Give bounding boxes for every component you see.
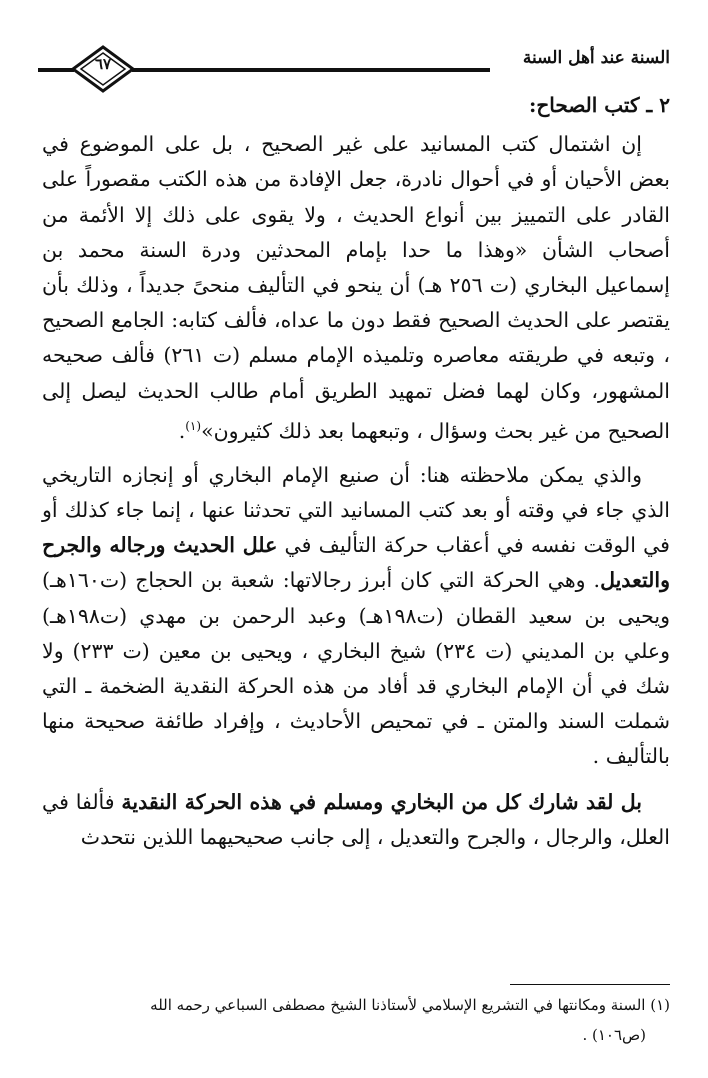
paragraph-1 bbox=[42, 127, 670, 449]
paragraph-2 bbox=[42, 458, 670, 775]
footnote bbox=[42, 990, 670, 1050]
section-heading: ٢ ـ كتب الصحاح: bbox=[529, 93, 670, 117]
footnote-reference: (١) bbox=[185, 418, 202, 433]
paragraph-3-bold-phrase: بل لقد شارك كل من البخاري ومسلم في هذه الحركة النقدية bbox=[121, 789, 642, 814]
page-body bbox=[42, 88, 670, 855]
footnote-line-2: (ص١٠٦) . bbox=[582, 1026, 646, 1044]
header-rule bbox=[132, 68, 490, 72]
footnote-line-1: (١) السنة ومكانتها في التشريع الإسلامي لأستاذنا الشيخ مصطفى السباعي رحمه الله bbox=[150, 996, 670, 1014]
paragraph-2-text-a: والذي يمكن ملاحظته هنا: أن صنيع الإمام البخاري أو إنجازه التاريخي الذي جاء في وقته أو بعد كتب المسانيد التي تحدثنا عنها ، إنما جاء كذلك أو في الوقت نفسه في أعقاب حركة التأليف في bbox=[42, 462, 670, 558]
paragraph-2-text-b: . وهي الحركة التي كان أبرز رجالاتها: شعبة بن الحجاج (ت١٦٠هـ) ويحيى بن سعيد القطان (ت١٩٨هـ) وعبد الرحمن بن مهدي (ت١٩٨هـ) وعلي بن المديني (ت ٢٣٤) شيخ البخاري ، ويحيى بن معين (ت ٢٣٣) ولا شك في أن الإمام البخاري قد أفاد من هذه الحركة النقدية الضخمة ـ التي شملت السند والمتن ـ في تمحيص الأحاديث ، وإفراد طائفة صحيحة منها بالتأليف . bbox=[42, 568, 670, 769]
running-header-title: السنة عند أهل السنة bbox=[522, 48, 670, 68]
paragraph-3 bbox=[42, 785, 670, 855]
paragraph-1-end: . bbox=[178, 418, 186, 443]
paragraph-1-text: إن اشتمال كتب المسانيد على غير الصحيح ، بل على الموضوع في بعض الأحيان أو في أحوال نادرة، جعل الإفادة من هذه الكتب مقصوراً على القادر على التمييز بين أنواع الحديث ، ولا يقوى على ذلك إلا الأئمة من أصحاب الشأن «وهذا ما حدا بإمام المحدثين ودرة السنة محمد بن إسماعيل البخاري (ت ٢٥٦ هـ) أن ينحو في التأليف منحىً جديداً ، وذلك بأن يقتصر على الحديث الصحيح فقط دون ما عداه، فألف كتابه: الجامع الصحيح ، وتبعه في طريقته معاصره وتلميذه الإمام مسلم (ت ٢٦١) فألف صحيحه المشهور، وكان لهما فضل تمهيد الطريق أمام طالب الحديث ليصل إلى الصحيح من غير بحث وسؤال ، وتبعهما بعد ذلك كثيرون» bbox=[42, 132, 670, 443]
header-rule-left bbox=[38, 68, 74, 72]
page-number: ٦٧ bbox=[94, 55, 112, 73]
paragraph-2-bold-phrase: علل الحديث ورجاله والجرح والتعديل bbox=[42, 533, 670, 593]
paragraph-3-text: فألفا في العلل، والرجال ، والجرح والتعديل ، إلى جانب صحيحيهما اللذين نتحدث bbox=[42, 789, 670, 849]
footnote-rule bbox=[510, 984, 670, 985]
